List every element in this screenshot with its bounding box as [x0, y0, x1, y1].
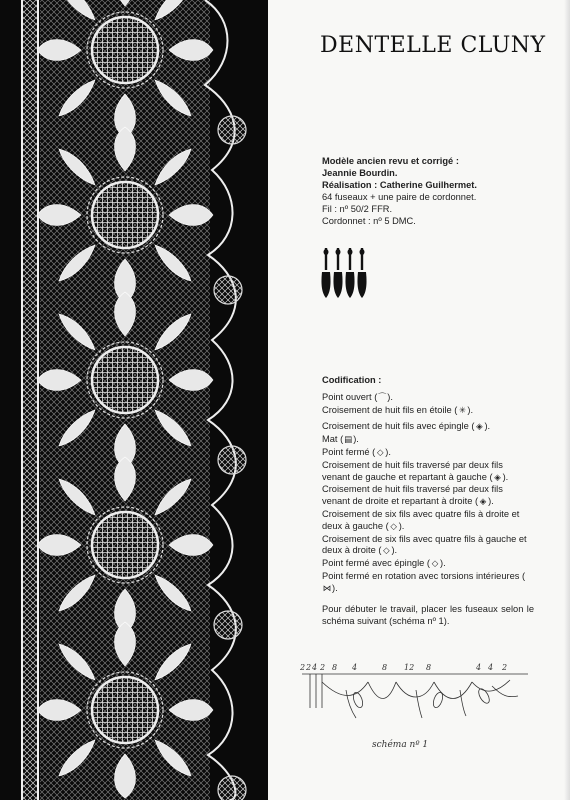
codification-item-end: ).	[385, 446, 391, 457]
codification-item-text: Point fermé avec épingle (	[322, 558, 431, 569]
schema-diagram	[296, 660, 536, 730]
credits-author: Jeannie Bourdin.	[322, 168, 398, 178]
codification-item	[322, 509, 532, 534]
stitch-symbol-icon: ◈	[476, 422, 483, 433]
codification-item-text: Mat (	[322, 434, 344, 445]
diagram-number: 2	[502, 663, 508, 672]
codification-item-end: ).	[502, 471, 509, 482]
bobbins-icon	[318, 248, 378, 300]
codification-item-text: Point fermé en rotation avec torsions intérieures (	[322, 570, 526, 581]
intro-text: Pour débuter le travail, placer les fuseaux selon le schéma suivant (schéma nº 1).	[322, 604, 534, 626]
stitch-symbol-icon: ▤	[344, 435, 353, 446]
codification-item-text: Croisement de huit fils avec épingle (	[322, 421, 475, 432]
codification-item	[322, 405, 532, 418]
lace-photo	[0, 0, 268, 800]
codification-item	[322, 434, 532, 447]
stitch-symbol-icon: ✳	[458, 405, 466, 416]
codification-item	[322, 571, 532, 596]
codification-item-text: Point ouvert (	[322, 391, 378, 402]
page-title: DENTELLE CLUNY	[320, 33, 546, 58]
diagram-number: 4	[488, 663, 494, 672]
stitch-symbol-icon: ◇	[376, 447, 384, 458]
codification-item-text: Point fermé (	[322, 446, 376, 457]
codification-item	[322, 460, 532, 485]
diagram-number: 12	[404, 663, 415, 672]
codification-item	[322, 534, 532, 559]
stitch-symbol-icon: ◈	[479, 497, 487, 508]
diagram-number: 2	[320, 663, 326, 672]
codification-item	[322, 484, 532, 509]
codification-item-text: Croisement de huit fils traversé par deux fils venant de droite et repartant à droite (	[322, 484, 503, 507]
credits-model: Modèle ancien revu et corrigé :	[322, 156, 459, 166]
stitch-symbol-icon: ⋈	[322, 583, 332, 594]
diagram-number: 2	[306, 663, 312, 672]
codification-item-end: ).	[398, 520, 405, 531]
codification-item-end: ).	[484, 421, 491, 432]
diagram-number: 4	[312, 663, 318, 672]
codification-item	[322, 447, 532, 460]
stitch-symbol-icon: ◇	[431, 559, 439, 570]
diagram-number: 4	[352, 663, 358, 672]
codification-item-text: Croisement de six fils avec quatre fils à droite et deux à gauche (	[322, 508, 520, 531]
diagram-number: 2	[300, 663, 306, 672]
codification-item	[322, 558, 532, 571]
codification-item	[322, 421, 532, 434]
codification-item-end: ).	[467, 404, 474, 415]
codification-item-end: ).	[353, 434, 359, 445]
page-edge	[564, 0, 570, 800]
codification-list	[322, 392, 532, 596]
stitch-symbol-icon: ⌒	[378, 392, 387, 403]
credits-bobbins: 64 fuseaux + une paire de cordonnet.	[322, 192, 477, 202]
codification-item-end: ).	[440, 558, 446, 569]
credits-thread: Fil : nº 50/2 FFR.	[322, 204, 393, 214]
codification-item-text: Croisement de six fils avec quatre fils à gauche et deux à droite (	[322, 533, 527, 556]
codification-item-text: Croisement de huit fils traversé par deux fils venant de gauche et repartant à gauche (	[322, 459, 503, 482]
codification-item	[322, 392, 532, 405]
diagram-number: 4	[476, 663, 482, 672]
codification-block	[322, 375, 532, 596]
credits-block	[322, 155, 552, 227]
codification-item-end: ).	[387, 391, 393, 402]
codification-item-end: ).	[391, 545, 398, 556]
diagram-number: 8	[382, 663, 388, 672]
diagram-number: 8	[332, 663, 338, 672]
credits-realisation: Réalisation : Catherine Guilhermet.	[322, 180, 477, 190]
stitch-symbol-icon: ◇	[390, 521, 397, 532]
codification-heading: Codification :	[322, 375, 382, 385]
credits-cord: Cordonnet : nº 5 DMC.	[322, 216, 416, 226]
diagram-number: 8	[426, 663, 432, 672]
codification-item-end: ).	[488, 496, 494, 507]
codification-item-text: Croisement de huit fils en étoile (	[322, 404, 458, 415]
diagram-caption: schéma nº 1	[372, 740, 429, 750]
codification-item-end: ).	[332, 582, 338, 593]
lace-pattern-image	[0, 0, 268, 800]
stitch-symbol-icon: ◇	[383, 546, 390, 557]
stitch-symbol-icon: ◈	[494, 472, 501, 483]
